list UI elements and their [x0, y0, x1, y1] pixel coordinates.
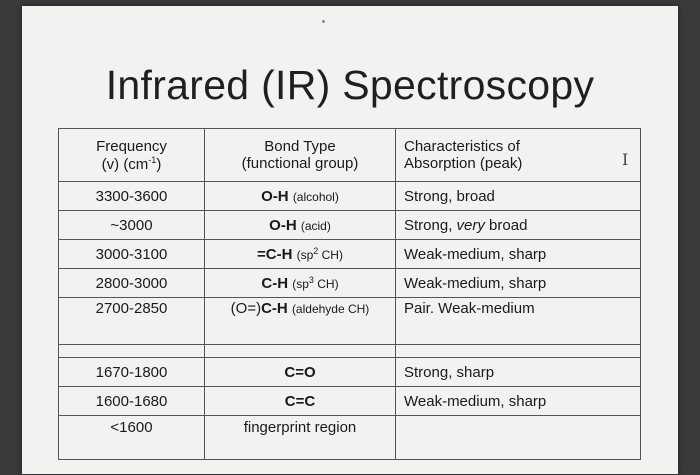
header-frequency: Frequency (v) $(cm^{-1})$	[59, 129, 205, 182]
table-row	[59, 182, 641, 211]
freq-cell: 2700-2850	[59, 298, 205, 345]
freq-cell: 2800-3000	[59, 269, 205, 298]
table-row	[59, 416, 641, 460]
freq-cell: 3300-3600	[59, 182, 205, 211]
bond-cell: O-H (acid)	[205, 211, 396, 240]
table-row	[59, 240, 641, 269]
char-cell: Pair. Weak-medium	[396, 298, 641, 345]
freq-cell: <1600	[59, 416, 205, 460]
freq-cell: 3000-3100	[59, 240, 205, 269]
table-spacer-row	[59, 345, 641, 358]
slide-title: Infrared (IR) Spectroscopy	[105, 62, 595, 108]
bond-cell: O-H (alcohol)	[205, 182, 396, 211]
header-row	[59, 129, 641, 182]
header-characteristics: Characteristics of Absorption (peak)	[396, 129, 641, 182]
bond-cell: C=C	[205, 387, 396, 416]
char-cell: Strong, broad	[396, 182, 641, 211]
text-cursor-icon: I	[622, 150, 629, 169]
bond-cell: C=O	[205, 358, 396, 387]
freq-cell: 1600-1680	[59, 387, 205, 416]
bond-cell: (O=)C-H (aldehyde CH)	[205, 298, 396, 345]
char-cell: Weak-medium, sharp	[396, 387, 641, 416]
char-cell: Strong, sharp	[396, 358, 641, 387]
char-cell: Strong, very broad	[396, 211, 641, 240]
freq-cell: ~3000	[59, 211, 205, 240]
bond-cell: =C-H ($sp^2$ CH)	[205, 240, 396, 269]
ir-table	[58, 128, 641, 460]
table-row	[59, 211, 641, 240]
freq-cell: 1670-1800	[59, 358, 205, 387]
char-cell	[396, 416, 641, 460]
bond-cell: C-H ($sp^3$ CH)	[205, 269, 396, 298]
char-cell: Weak-medium, sharp	[396, 240, 641, 269]
table-row	[59, 387, 641, 416]
table-row	[59, 358, 641, 387]
header-bond-type: Bond Type (functional group)	[205, 129, 396, 182]
table-row	[59, 298, 641, 345]
table-row	[59, 269, 641, 298]
speck	[322, 20, 325, 23]
bond-cell: fingerprint region	[205, 416, 396, 460]
char-cell: Weak-medium, sharp	[396, 269, 641, 298]
